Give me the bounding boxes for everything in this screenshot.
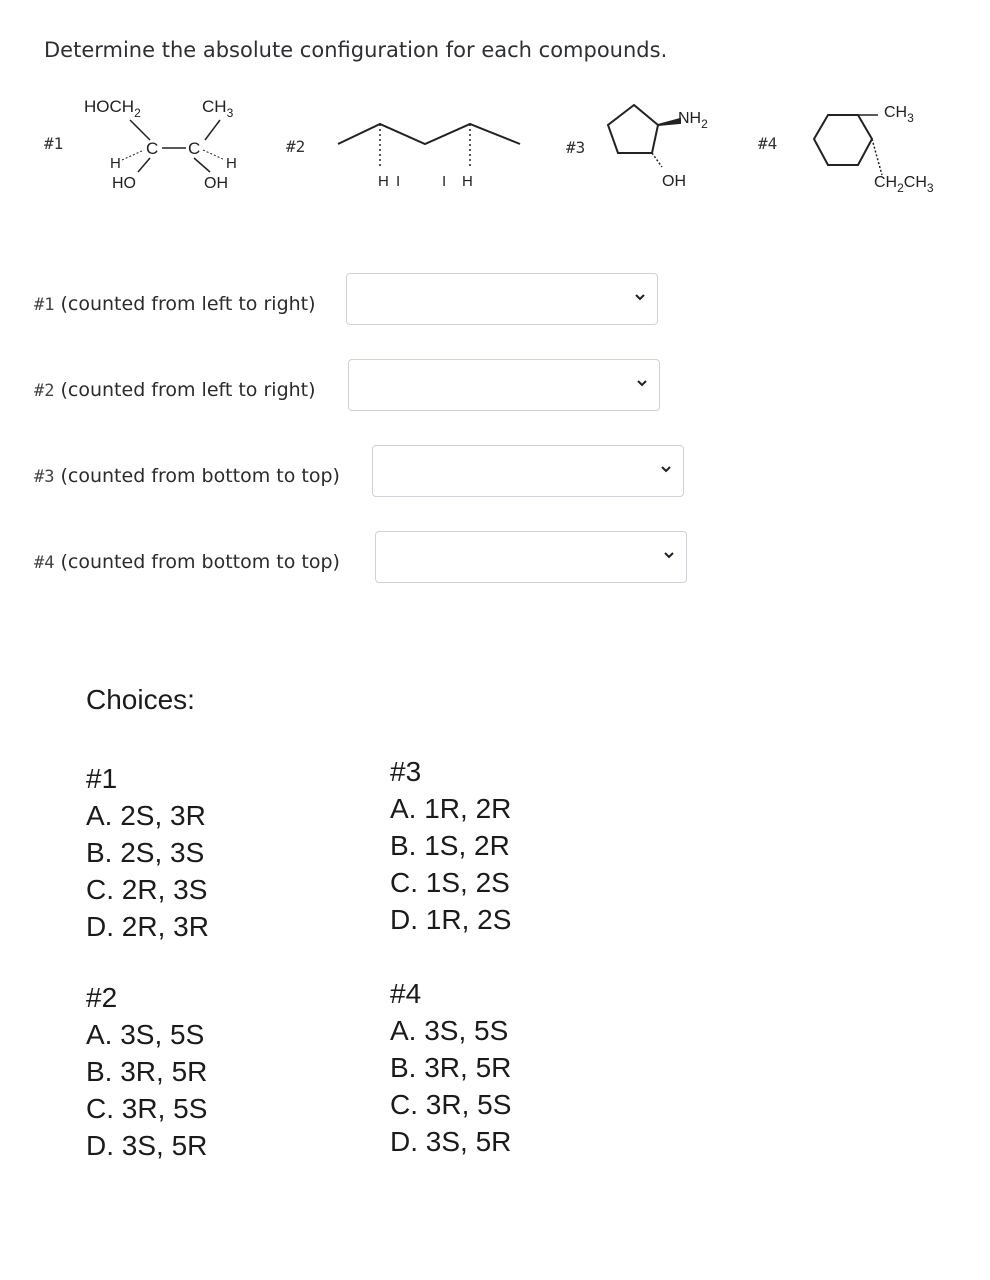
c4-ch3: CH [884, 104, 908, 121]
page-title: Determine the absolute configuration for each compounds. [44, 38, 668, 62]
question-3-select[interactable] [372, 445, 684, 497]
question-1-text: (counted from left to right) [60, 293, 316, 315]
c1-carbon-left: C [146, 139, 159, 158]
compound-2-structure [330, 108, 550, 198]
compound-4-label: #4 [758, 134, 778, 153]
question-4-num: #4 [34, 553, 55, 573]
choice-option: C. 3R, 5S [86, 1093, 208, 1124]
question-2-num: #2 [34, 381, 55, 401]
choice-option: B. 2S, 3S [86, 837, 205, 868]
question-3-text: (counted from bottom to top) [60, 465, 340, 487]
choice-group-4 [390, 975, 511, 1160]
compound-4-structure [800, 95, 975, 195]
c1-ho: HO [112, 175, 136, 192]
choice-group-1 [86, 760, 209, 945]
compound-3-label: #3 [566, 138, 586, 157]
question-4-select[interactable] [375, 531, 687, 583]
choices-heading: Choices: [86, 684, 195, 715]
choice-option: D. 3S, 5R [390, 1126, 512, 1157]
chevron-down-icon [659, 462, 673, 476]
compound-3-structure [600, 95, 740, 195]
c4-ch2ch3: CH [874, 174, 898, 191]
c1-hoch2: HOCH [84, 97, 135, 116]
choice-option: A. 2S, 3R [86, 800, 206, 831]
question-1-select[interactable] [346, 273, 658, 325]
c2-h1: H [378, 173, 389, 190]
compound-2-label: #2 [286, 137, 306, 156]
c2-i2: I [442, 173, 447, 190]
choice-group-2 [86, 979, 207, 1164]
choice-group-1-head: #1 [86, 763, 118, 794]
question-4 [34, 551, 340, 573]
c3-nh2: NH [678, 110, 702, 127]
choice-option: B. 3R, 5R [86, 1056, 208, 1087]
question-4-text: (counted from bottom to top) [60, 551, 340, 573]
compound-1-label: #1 [44, 134, 64, 153]
c1-ch3: CH [202, 97, 227, 116]
choice-option: A. 3S, 5S [86, 1019, 205, 1050]
question-3 [34, 465, 340, 487]
c1-oh: OH [204, 175, 228, 192]
c3-oh: OH [662, 173, 686, 190]
choice-option: C. 3R, 5S [390, 1089, 512, 1120]
question-2 [34, 379, 316, 401]
choice-option: B. 1S, 2R [390, 830, 510, 861]
choice-option: C. 1S, 2S [390, 867, 510, 898]
chevron-down-icon [635, 376, 649, 390]
c1-h-right: H [226, 155, 237, 172]
question-1-num: #1 [34, 295, 55, 315]
choice-option: D. 1R, 2S [390, 904, 512, 935]
choice-group-4-head: #4 [390, 978, 422, 1009]
choice-option: A. 1R, 2R [390, 793, 512, 824]
svg-text:HOCH2: $HOCH_2$ [84, 97, 141, 120]
c2-i1: I [396, 173, 401, 190]
c2-h2: H [462, 173, 473, 190]
choice-option: C. 2R, 3S [86, 874, 208, 905]
choice-option: B. 3R, 5R [390, 1052, 512, 1083]
question-1 [34, 293, 316, 315]
compound-1-structure [70, 92, 270, 196]
svg-text:CH3: $CH_3$ [202, 97, 234, 120]
svg-text:CH3: $CH_3$ [884, 104, 914, 125]
choice-group-2-head: #2 [86, 982, 118, 1013]
svg-text:CH2CH3: $CH_2CH_3$ [874, 174, 934, 195]
choice-option: D. 2R, 3R [86, 911, 209, 942]
c1-h-left: H [110, 155, 121, 172]
choice-group-3 [390, 753, 511, 938]
choice-option: D. 3S, 5R [86, 1130, 208, 1161]
question-3-num: #3 [34, 467, 55, 487]
question-2-text: (counted from left to right) [60, 379, 316, 401]
chevron-down-icon [633, 290, 647, 304]
question-2-select[interactable] [348, 359, 660, 411]
svg-text:NH2: $NH_2$ [678, 110, 708, 131]
choice-option: A. 3S, 5S [390, 1015, 509, 1046]
choice-group-3-head: #3 [390, 756, 422, 787]
chevron-down-icon [662, 548, 676, 562]
c1-carbon-right: C [188, 139, 201, 158]
